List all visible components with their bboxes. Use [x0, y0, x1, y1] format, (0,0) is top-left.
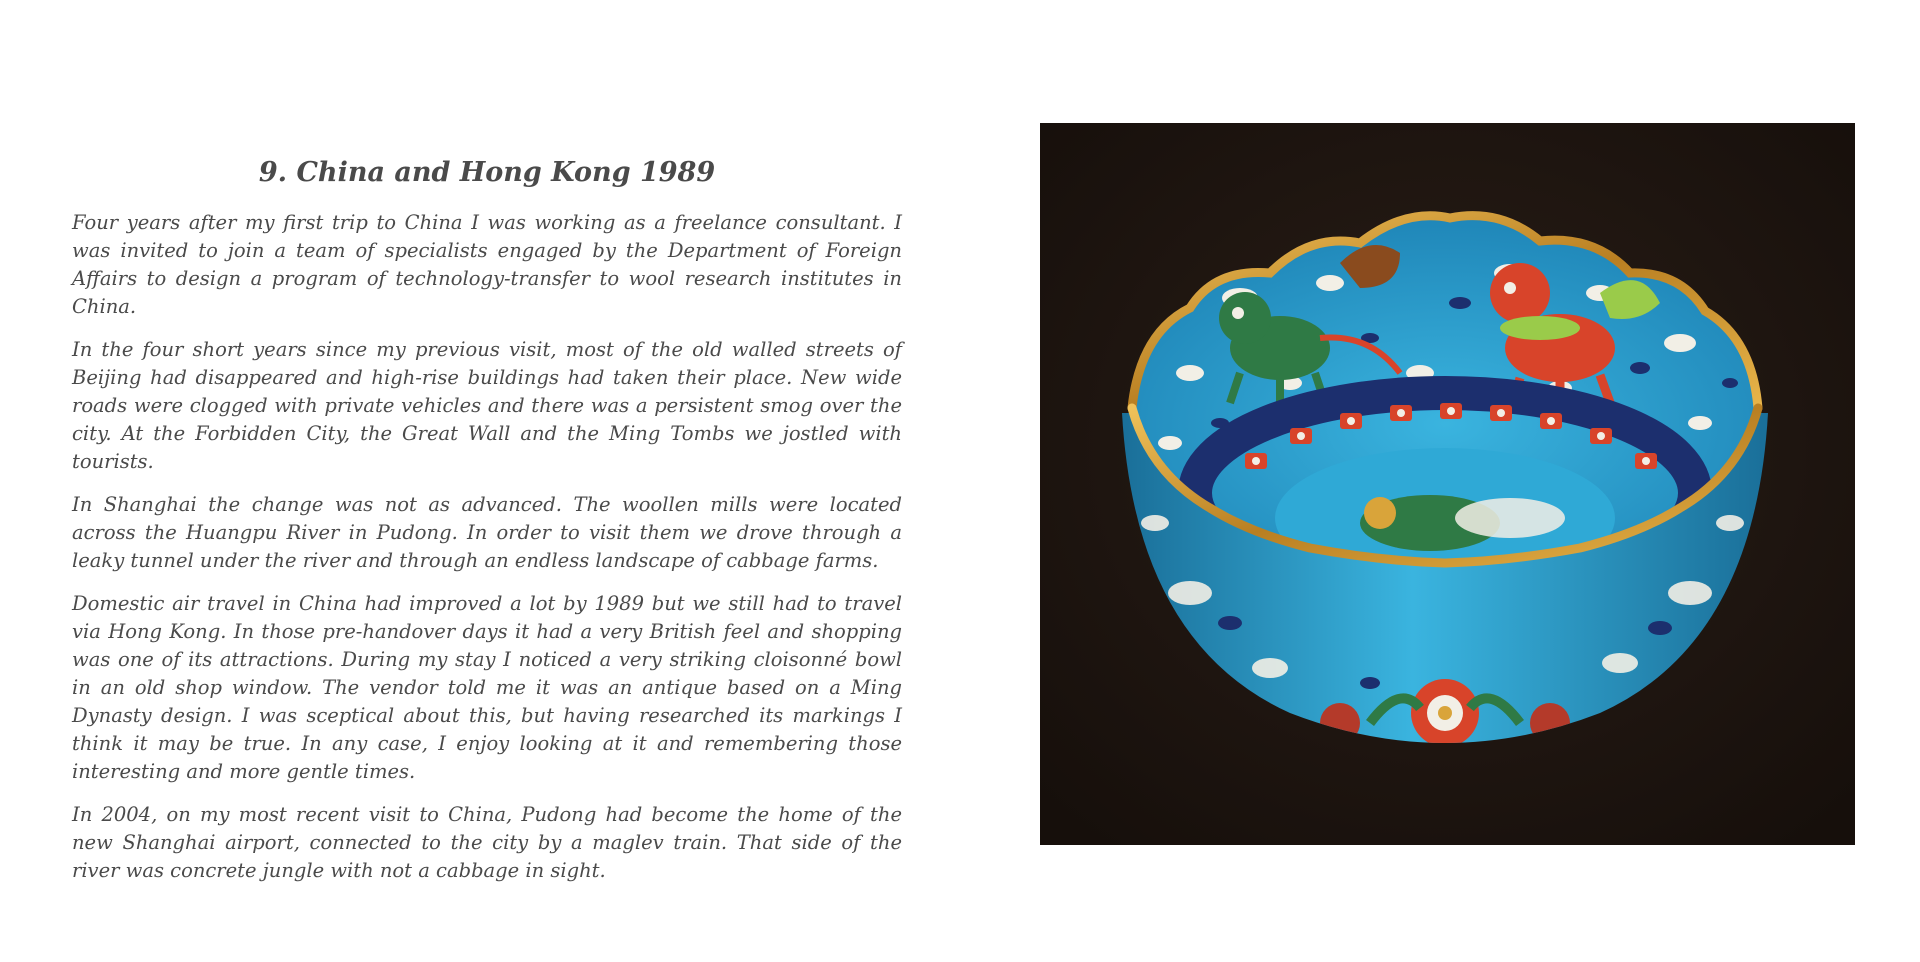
paragraph: Domestic air travel in China had improved a lot by 1989 but we still had to travel via Hong Kong. In those pre-handover days it had a very British feel and shopping was one of its attractions. During my stay I noticed a very striking cloisonné bowl in an old shop window. The vendor told me it was an antique based on a Ming Dynasty design. I was sceptical about this, but having researched its markings I think it may be true. In any case, I enjoy looking at it and remembering those interesting and more gentle times.: [72, 592, 902, 783]
chapter-title: 9. China and Hong Kong 1989: [258, 157, 716, 188]
paragraph: In the four short years since my previous visit, most of the old walled streets of Beijing had disappeared and high-rise buildings had taken their place. New wide roads were clogged with private vehicles and there was a persistent smog over the city. At the Forbidden City, the Great Wall and the Ming Tombs we jostled with tourists.: [72, 338, 902, 473]
text-page: [72, 155, 902, 900]
cloisonne-bowl-photo: [1040, 123, 1855, 845]
paragraph: In Shanghai the change was not as advanced. The woollen mills were located across the Huangpu River in Pudong. In order to visit them we drove through a leaky tunnel under the river and through an endless landscape of cabbage farms.: [72, 493, 902, 572]
bowl-illustration: [1040, 123, 1855, 845]
paragraph: Four years after my first trip to China I was working as a freelance consultant. I was invited to join a team of specialists engaged by the Department of Foreign Affairs to design a program of technology-transfer to wool research institutes in China.: [72, 211, 902, 318]
paragraph: In 2004, on my most recent visit to China, Pudong had become the home of the new Shanghai airport, connected to the city by a maglev train. That side of the river was concrete jungle with not a cabbage in sight.: [72, 803, 902, 882]
